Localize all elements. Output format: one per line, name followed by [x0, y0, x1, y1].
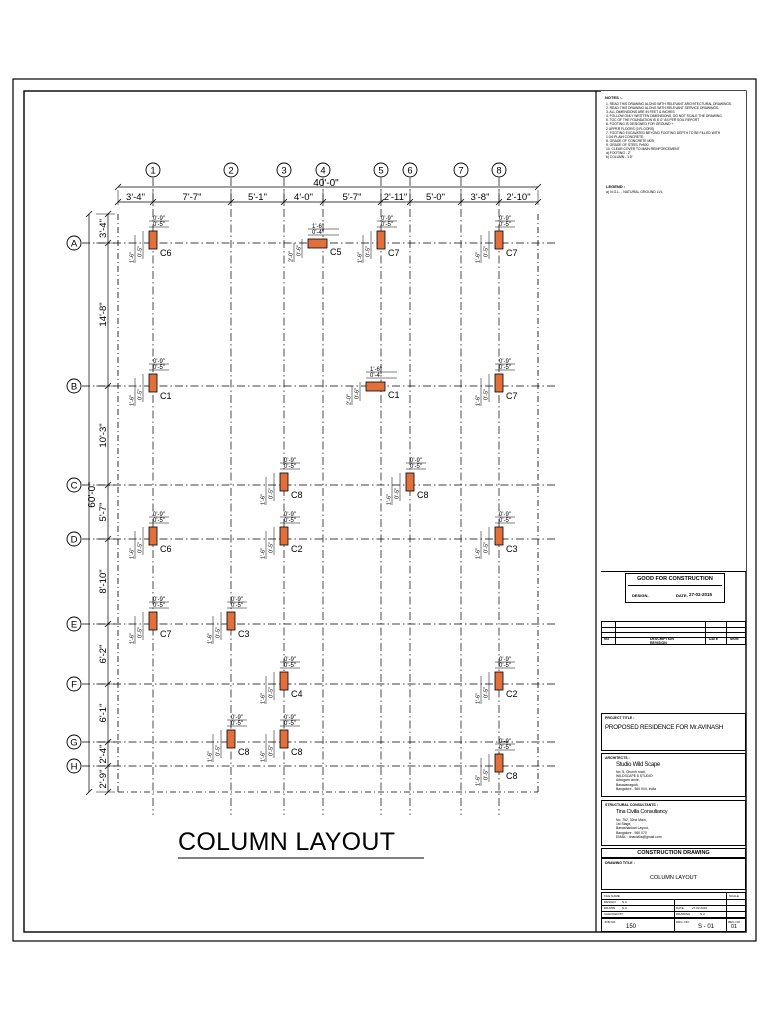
column-dim-label: 0'-9"	[284, 458, 296, 464]
project-title-box	[601, 713, 746, 751]
column-label: C6	[160, 248, 172, 258]
legend-text: a) N.G.L. - NATURAL GROUND LVL	[606, 190, 663, 194]
meta-drawing-value: N.A	[700, 912, 706, 916]
bay-height-label: 8'-10"	[98, 569, 109, 594]
column-dim-label: 1'-6"	[260, 693, 267, 704]
column-dim-label: 0'-5"	[483, 687, 490, 698]
column-dim-label: 0'-9"	[153, 597, 165, 603]
column-dim-label: 0'-5"	[137, 627, 144, 638]
revision-table-1	[601, 621, 746, 645]
column-dim-label: 0'-5"	[137, 542, 144, 553]
approval-stamp	[625, 573, 725, 603]
column-dim-label: 0'-5"	[483, 246, 490, 257]
column-label: C7	[506, 248, 518, 258]
column-dim-label: 0'-5"	[394, 488, 401, 499]
column-c8	[280, 730, 288, 748]
grid-bubble-label-2: 2	[228, 165, 234, 177]
note-line: 1:3:6 PLAIN CONCRETE.	[606, 134, 645, 139]
column-dim-label: 0'-9"	[499, 512, 511, 518]
column-dim-label: 0'-5"	[137, 389, 144, 400]
structural-label: STRUCTURAL CONSULTANTS :	[605, 803, 658, 807]
address-line: Banashankari Layout,	[616, 826, 649, 831]
bay-width-label: 4'-0"	[294, 192, 313, 203]
column-dim-label: 0'-5"	[231, 721, 243, 727]
structural-name: Tina Civilla Consultancy	[616, 809, 668, 815]
grid-bubble-label-C: C	[70, 480, 78, 492]
column-dim-label: 1'-6"	[475, 693, 482, 704]
column-dim-label: 0'-5"	[284, 518, 296, 524]
column-dim-label: 1'-6"	[370, 367, 382, 373]
architect-address	[616, 770, 656, 791]
column-dim-label: 0'-9"	[231, 597, 243, 603]
column-dim-label: 0'-5"	[268, 488, 275, 499]
column-c8	[495, 754, 503, 772]
column-label: C8	[417, 490, 429, 500]
column-dim-label: 1'-6"	[312, 224, 324, 230]
stamp-design: DESIGN-	[632, 593, 649, 598]
project-title: PROPOSED RESIDENCE FOR Mr.AVINASH	[605, 724, 724, 731]
column-c7	[495, 231, 503, 249]
structural-consultant-box	[601, 800, 746, 846]
grid-bubble-label-F: F	[71, 679, 77, 691]
address-line: No. 5, Church road,	[616, 770, 646, 774]
column-dim-label: 0'-5"	[153, 365, 165, 371]
column-dim-label: 0'-9"	[153, 512, 165, 518]
rev1-col-description: DESCRIPTION	[650, 637, 674, 641]
note-line: b) COLUMN - 1.5"	[606, 155, 633, 160]
drawing-meta-table	[601, 892, 746, 918]
column-dim-label: 0'-5"	[365, 246, 372, 257]
column-c1	[366, 382, 385, 391]
grid-bubble-label-7: 7	[458, 165, 464, 177]
note-line: 2 UPPER FLOORS (3 FLOORS)	[606, 126, 655, 131]
legend-heading: LEGEND :	[606, 184, 626, 189]
column-dim-label: 0'-9"	[499, 739, 511, 745]
meta-drawn-label: DRAWN	[604, 906, 616, 910]
meta-drawing-label: DRAWING	[676, 912, 691, 916]
address-line: Bangalore - 560 004, India	[616, 786, 656, 791]
column-dim-label: 0'-5"	[483, 389, 490, 400]
job-no: 150	[626, 924, 637, 930]
bay-height-label: 14'-8"	[98, 302, 109, 327]
note-line: 5. TOC OF THE FOUNDATION IS 5'-0" AS PER SOIL REPORT	[606, 118, 700, 123]
column-c8	[280, 473, 288, 491]
bay-width-label: 5'-1"	[248, 192, 267, 203]
column-dim-label: 0'-6"	[296, 245, 303, 256]
job-number-bar	[601, 918, 746, 932]
note-line: 7. FOOTING EXCAVATED BEYOND FOOTING DEPTH TO BE FILLED WITH	[606, 130, 721, 135]
rev1-col-sign: SIGN	[730, 637, 739, 641]
meta-file-name-label: FILE NAME	[604, 894, 620, 898]
address-line: Basavanagudi,	[616, 782, 639, 787]
column-label: C8	[238, 747, 250, 757]
column-dim-label: 0'-5"	[499, 745, 511, 751]
address-line: EMAIL : tinacivilia@gmail.com	[616, 834, 662, 839]
column-c6	[149, 231, 157, 249]
column-dim-label: 2'-0"	[288, 251, 295, 262]
overall-width-label: 40'-0"	[313, 178, 339, 189]
address-line: Bangalore - 560 070	[616, 830, 647, 835]
column-dim-label: 0'-9"	[153, 359, 165, 365]
column-dim-label: 0'-5"	[153, 603, 165, 609]
notes-heading: NOTES :-	[605, 95, 623, 100]
note-line: 2. READ THIS DRAWING ALONG WITH RELEVANT SERVICE DRAWINGS.	[606, 106, 720, 111]
column-c8	[227, 730, 235, 748]
grid-bubble-label-6: 6	[407, 165, 413, 177]
column-label: C3	[238, 629, 250, 639]
column-dim-label: 0'-5"	[284, 721, 296, 727]
drg-no-label: DRG. NO.	[676, 920, 690, 924]
bay-height-label: 2'-9"	[98, 769, 109, 789]
column-dim-label: 1'-6"	[129, 395, 136, 406]
column-dim-label: 0'-4"	[312, 230, 324, 236]
column-label: C3	[506, 544, 518, 554]
column-dim-label: 0'-5"	[268, 542, 275, 553]
column-dim-label: 0'-5"	[381, 222, 393, 228]
column-c2	[495, 672, 503, 690]
column-c2	[280, 527, 288, 545]
column-dim-label: 0'-5"	[153, 222, 165, 228]
column-dim-label: 1'-6"	[386, 494, 393, 505]
column-label: C8	[291, 747, 303, 757]
drawing-main-title: COLUMN LAYOUT	[178, 828, 396, 856]
column-dim-label: 1'-6"	[475, 775, 482, 786]
grid-bubble-label-A: A	[70, 238, 78, 250]
column-label: C7	[388, 248, 400, 258]
notes-panel	[601, 91, 746, 598]
bay-height-label: 5'-7"	[98, 502, 109, 522]
drawing-title: COLUMN LAYOUT	[650, 875, 697, 881]
column-c3	[227, 612, 235, 630]
column-dim-label: 0'-9"	[153, 216, 165, 222]
grid-bubble-label-D: D	[70, 534, 78, 546]
column-dim-label: 0'-5"	[284, 464, 296, 470]
column-dim-label: 0'-9"	[499, 216, 511, 222]
grid-bubble-label-5: 5	[378, 165, 384, 177]
column-dim-label: 0'-5"	[215, 745, 222, 756]
column-dim-label: 0'-4"	[370, 373, 382, 379]
column-dim-label: 0'-5"	[499, 663, 511, 669]
grid-bubble-label-4: 4	[320, 165, 326, 177]
bay-width-label: 3'-8"	[470, 192, 490, 203]
column-label: C8	[506, 771, 518, 781]
column-c7	[495, 374, 503, 392]
bay-width-label: 2'-10"	[506, 192, 531, 203]
bay-height-label: 6'-1"	[98, 703, 109, 723]
column-dim-label: 0'-5"	[231, 603, 243, 609]
grid-bubble-label-1: 1	[150, 165, 156, 177]
column-dim-label: 2'-0"	[346, 394, 353, 405]
column-dim-label: 0'-9"	[284, 657, 296, 663]
grid-bubble-label-8: 8	[496, 165, 502, 177]
note-line: a) FOOTING - 2"	[606, 151, 631, 156]
column-dim-label: 0'-5"	[284, 663, 296, 669]
bay-width-label: 5'-0"	[426, 192, 445, 203]
column-c5	[308, 239, 327, 248]
column-dim-label: 0'-5"	[410, 464, 422, 470]
column-dim-label: 0'-9"	[499, 359, 511, 365]
column-dim-label: 0'-6"	[354, 388, 361, 399]
column-dim-label: 0'-9"	[381, 216, 393, 222]
construction-drawing-bar	[601, 848, 746, 858]
meta-design-value: N.A	[622, 900, 628, 904]
grid-bubble-label-3: 3	[281, 165, 287, 177]
address-line: No. 752, 32nd Main,	[616, 818, 647, 822]
architect-box	[601, 753, 746, 797]
meta-drawn-value: N.A	[622, 906, 628, 910]
meta-checked-label: CHECKED BY	[604, 912, 624, 916]
bay-width-label: 3'-4"	[126, 192, 145, 203]
column-dim-label: 0'-5"	[483, 769, 490, 780]
note-line: 9. GRADE OF STEEL Fe500	[606, 142, 649, 147]
column-dim-label: 1'-6"	[475, 548, 482, 559]
column-c7	[149, 612, 157, 630]
column-dim-label: 0'-9"	[284, 715, 296, 721]
column-label: C5	[330, 247, 342, 257]
column-dim-label: 0'-9"	[410, 458, 422, 464]
column-dim-label: 1'-6"	[260, 548, 267, 559]
address-line: WILDSCAPE 8 STUDIO	[616, 774, 653, 779]
notes-list	[606, 102, 742, 159]
bay-width-label: 5'-7"	[342, 192, 362, 203]
title-block	[601, 91, 746, 932]
architect-label: ARCHITECTS :	[605, 756, 630, 760]
column-label: C1	[388, 390, 400, 400]
rev-no-label: REV. NO.	[728, 920, 741, 924]
drg-no: S - 01	[698, 924, 715, 930]
note-line: 10. CLEAR COVER TO MAIN REINFORCEMENT	[606, 147, 680, 152]
bay-height-label: 3'-4"	[98, 219, 109, 238]
column-dim-label: 1'-6"	[475, 395, 482, 406]
column-dim-label: 0'-5"	[137, 246, 144, 257]
column-c8	[406, 473, 414, 491]
column-label: C2	[506, 689, 518, 699]
bay-height-label: 10'-3"	[98, 423, 109, 448]
note-line: 6. FOOTING IS DESIGNED FOR GROUND +	[606, 122, 674, 127]
project-title-label: PROJECT TITLE :	[605, 716, 635, 720]
rev1-col-no: NO	[604, 637, 610, 641]
address-line: 1st Stage,	[616, 822, 632, 827]
grid-bubble-label-B: B	[70, 381, 78, 393]
structural-address	[616, 818, 662, 839]
column-label: C7	[160, 629, 172, 639]
column-dim-label: 0'-5"	[499, 365, 511, 371]
column-dim-label: 1'-6"	[260, 751, 267, 762]
column-dim-label: 1'-6"	[129, 633, 136, 644]
architect-name: Studio Wild Scape	[616, 762, 660, 768]
drawing-title-box	[601, 858, 746, 890]
job-no-label: JOB NO.	[604, 920, 617, 924]
grid-bubble-label-H: H	[70, 761, 78, 773]
column-c7	[377, 231, 385, 249]
meta-design-label: DESIGN	[604, 900, 616, 904]
note-line: 8. GRADE OF CONCRETE M25	[606, 138, 654, 143]
column-dim-label: 0'-5"	[268, 687, 275, 698]
column-label: C2	[291, 544, 303, 554]
meta-date-label: DATE	[676, 906, 684, 910]
column-dim-label: 0'-5"	[153, 518, 165, 524]
column-dim-label: 0'-9"	[284, 512, 296, 518]
construction-drawing-label: CONSTRUCTION DRAWING	[637, 850, 710, 856]
column-dim-label: 0'-5"	[483, 542, 490, 553]
column-c3	[495, 527, 503, 545]
column-layout-plan	[67, 163, 556, 858]
column-label: C4	[291, 689, 303, 699]
column-label: C8	[291, 490, 303, 500]
grid-bubble-label-G: G	[70, 737, 78, 749]
rev1-caption: REVISION	[650, 641, 667, 645]
stamp-date-value: 27-02-2015	[689, 592, 713, 597]
note-line: 3. ALL DIMENSIONS ARE IN FEET & INCHES	[606, 110, 675, 115]
meta-date-value: 27.02.2015	[692, 906, 708, 910]
column-dim-label: 1'-6"	[260, 494, 267, 505]
rev1-col-date: DATE	[709, 637, 719, 641]
column-c6	[149, 527, 157, 545]
column-dim-label: 1'-6"	[129, 252, 136, 263]
stamp-title: GOOD FOR CONSTRUCTION	[637, 576, 713, 582]
column-dim-label: 1'-6"	[207, 751, 214, 762]
column-label: C7	[506, 391, 518, 401]
column-dim-label: 0'-5"	[499, 222, 511, 228]
column-dim-label: 1'-6"	[475, 252, 482, 263]
column-dim-label: 0'-9"	[231, 715, 243, 721]
overall-height-label: 60'-0"	[87, 482, 98, 508]
note-line: 4. FOLLOW ONLY WRITTEN DIMENSIONS, DO NOT SCALE THE DRAWING.	[606, 114, 723, 119]
column-dim-label: 1'-6"	[357, 252, 364, 263]
bay-height-label: 6'-2"	[98, 644, 109, 664]
note-line: 1. READ THIS DRAWING ALONG WITH RELEVANT ARCHITECTURAL DRAWINGS.	[606, 102, 733, 106]
column-label: C6	[160, 544, 172, 554]
meta-scale-label: SCALE	[729, 894, 739, 898]
column-dim-label: 0'-5"	[499, 518, 511, 524]
column-dim-label: 0'-5"	[268, 745, 275, 756]
rev-no: 01	[731, 924, 738, 930]
drawing-title-label: DRAWING TITLE :	[605, 861, 635, 865]
grid-bubble-label-E: E	[70, 619, 78, 631]
column-dim-label: 0'-9"	[499, 657, 511, 663]
bay-width-label: 7'-7"	[182, 192, 202, 203]
column-c4	[280, 672, 288, 690]
column-c1	[149, 374, 157, 392]
column-label: C1	[160, 391, 172, 401]
column-dim-label: 1'-6"	[129, 548, 136, 559]
bay-width-label: 2'-11"	[383, 192, 408, 203]
address-line: Arbugam circle,	[616, 778, 640, 783]
stamp-date-label: DATE-	[676, 593, 688, 598]
column-dim-label: 1'-6"	[207, 633, 214, 644]
bay-height-label: 2'-4"	[98, 744, 109, 764]
column-dim-label: 0'-5"	[215, 627, 222, 638]
